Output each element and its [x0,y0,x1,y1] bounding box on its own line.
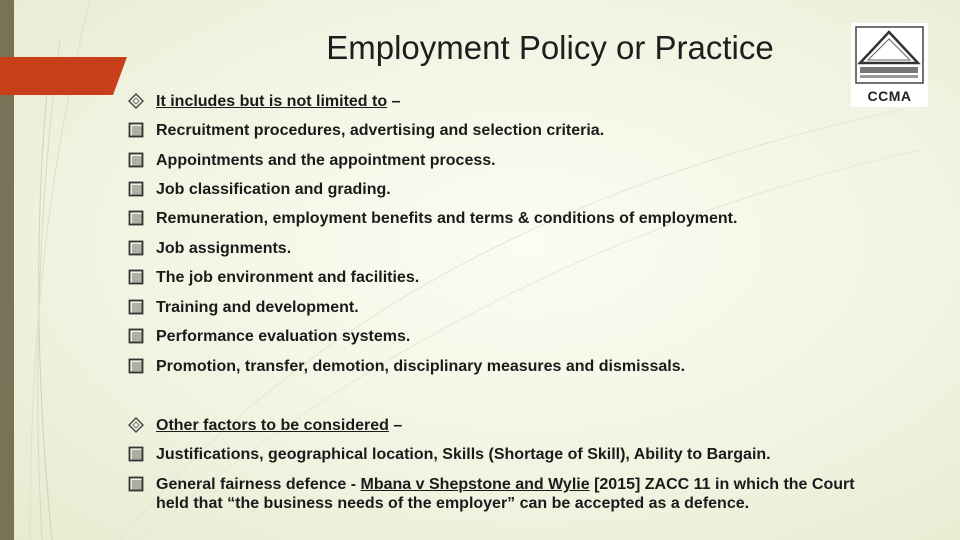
case-prefix: General fairness defence - [156,476,361,493]
list-item-text: Job classification and grading. [156,181,391,198]
case-holding: held that “the business needs of the employer” can be accepted as a defence. [156,495,750,512]
checkbox-square-icon [128,446,144,462]
checkbox-square-icon [128,210,144,226]
slide-title: Employment Policy or Practice [326,29,774,66]
checkbox-square-icon [128,299,144,315]
other-item-text: Justifications, geographical location, Skills (Shortage of Skill), Ability to Bargain. [156,446,771,463]
checkbox-square-icon [128,269,144,285]
checkbox-square-icon [128,122,144,138]
checkbox-square-icon [128,328,144,344]
list-item-text: Performance evaluation systems. [156,328,411,345]
list-item-text: Recruitment procedures, advertising and selection criteria. [156,122,605,139]
list-item-text: The job environment and facilities. [156,269,420,286]
accent-tab [0,57,127,95]
intro-label: It includes but is not limited to [156,93,388,110]
checkbox-square-icon [128,240,144,256]
case-name: Mbana v Shepstone and Wylie [360,476,590,493]
checkbox-square-icon [128,152,144,168]
case-citation: [2015] ZACC 11 in which the Court [589,476,855,493]
intro-suffix: – [387,93,401,110]
other-factors-suffix: – [388,417,403,434]
logo-text: CCMA [867,88,912,104]
list-item-text: Remuneration, employment benefits and terms & conditions of employment. [156,210,738,227]
list-item-text: Appointments and the appointment process. [156,152,496,169]
ccma-logo [851,23,928,107]
list-item-text: Job assignments. [156,240,292,257]
list-item-text: Promotion, transfer, demotion, disciplinary measures and dismissals. [156,358,686,375]
diamond-outline-icon [128,417,144,433]
checkbox-square-icon [128,181,144,197]
other-factors-label: Other factors to be considered [156,417,389,434]
list-item-text: Training and development. [156,299,359,316]
checkbox-square-icon [128,476,144,492]
diamond-outline-icon [128,93,144,109]
checkbox-square-icon [128,358,144,374]
